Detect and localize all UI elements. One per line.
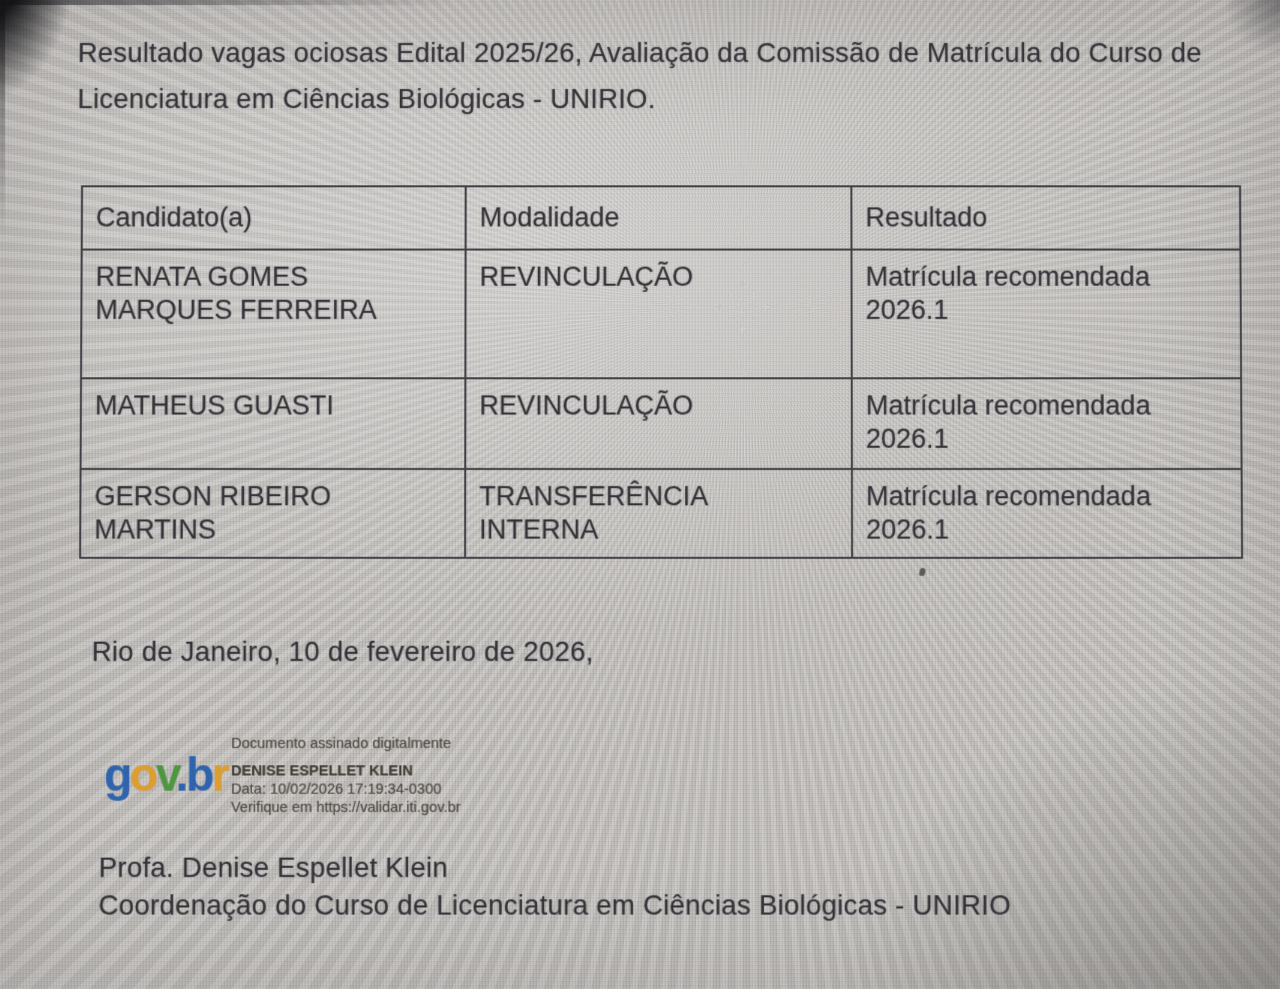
digital-signature-stamp	[104, 731, 507, 822]
signature-stamp-head: Documento assinado digitalmente	[231, 735, 452, 753]
table-cell-resultado: Matrícula recomendada 2026.1	[852, 378, 1242, 469]
govbr-logo	[104, 747, 227, 802]
govbr-logo-letter: g	[104, 748, 131, 801]
govbr-logo-letter: v	[155, 748, 176, 801]
table-cell-candidato: GERSON RIBEIRO MARTINS	[80, 469, 465, 558]
govbr-logo-letter: b	[185, 748, 212, 801]
govbr-logo-letter: .	[175, 748, 187, 801]
table-cell-modalidade: REVINCULAÇÃO	[465, 378, 852, 469]
photo-smudge-artifact	[919, 567, 927, 576]
document-footer	[98, 850, 1010, 924]
footer-professor-name: Profa. Denise Espellet Klein	[98, 851, 448, 884]
table-cell-modalidade: REVINCULAÇÃO	[465, 250, 851, 379]
govbr-logo-letter: o	[129, 748, 156, 801]
signature-date: Data: 10/02/2026 17:19:34-0300	[230, 781, 442, 798]
document-title-line: Licenciatura em Ciências Biológicas - UNIRIO.	[77, 82, 656, 114]
table-cell-candidato: MATHEUS GUASTI	[81, 378, 466, 469]
footer-coordination-line: Coordenação do Curso de Licenciatura em Ciências Biológicas - UNIRIO	[98, 888, 1011, 921]
table-cell-modalidade: TRANSFERÊNCIA INTERNA	[465, 469, 852, 558]
table-row	[80, 469, 1242, 558]
table-cell-resultado: Matrícula recomendada 2026.1	[852, 469, 1242, 558]
signature-verify-url: Verifique em https://validar.iti.gov.br	[230, 799, 461, 817]
date-line: Rio de Janeiro, 10 de fevereiro de 2026,	[91, 635, 594, 668]
table-cell-candidato: RENATA GOMES MARQUES FERREIRA	[81, 250, 466, 379]
table-cell-resultado: Matrícula recomendada 2026.1	[851, 250, 1241, 379]
table-row	[81, 378, 1242, 469]
document-title-line: Resultado vagas ociosas Edital 2025/26, Avaliação da Comissão de Matrícula do Curso de	[77, 37, 1202, 69]
table-header-row	[82, 186, 1241, 249]
table-row	[81, 250, 1241, 379]
signature-text-block	[231, 735, 503, 817]
column-header-candidato: Candidato(a)	[82, 186, 466, 249]
results-table	[79, 185, 1243, 559]
column-header-resultado: Resultado	[851, 186, 1240, 249]
document-title	[77, 30, 1248, 121]
signature-signer-name: DENISE ESPELLET KLEIN	[231, 763, 413, 780]
column-header-modalidade: Modalidade	[466, 186, 852, 249]
govbr-logo-letter: r	[211, 748, 228, 801]
